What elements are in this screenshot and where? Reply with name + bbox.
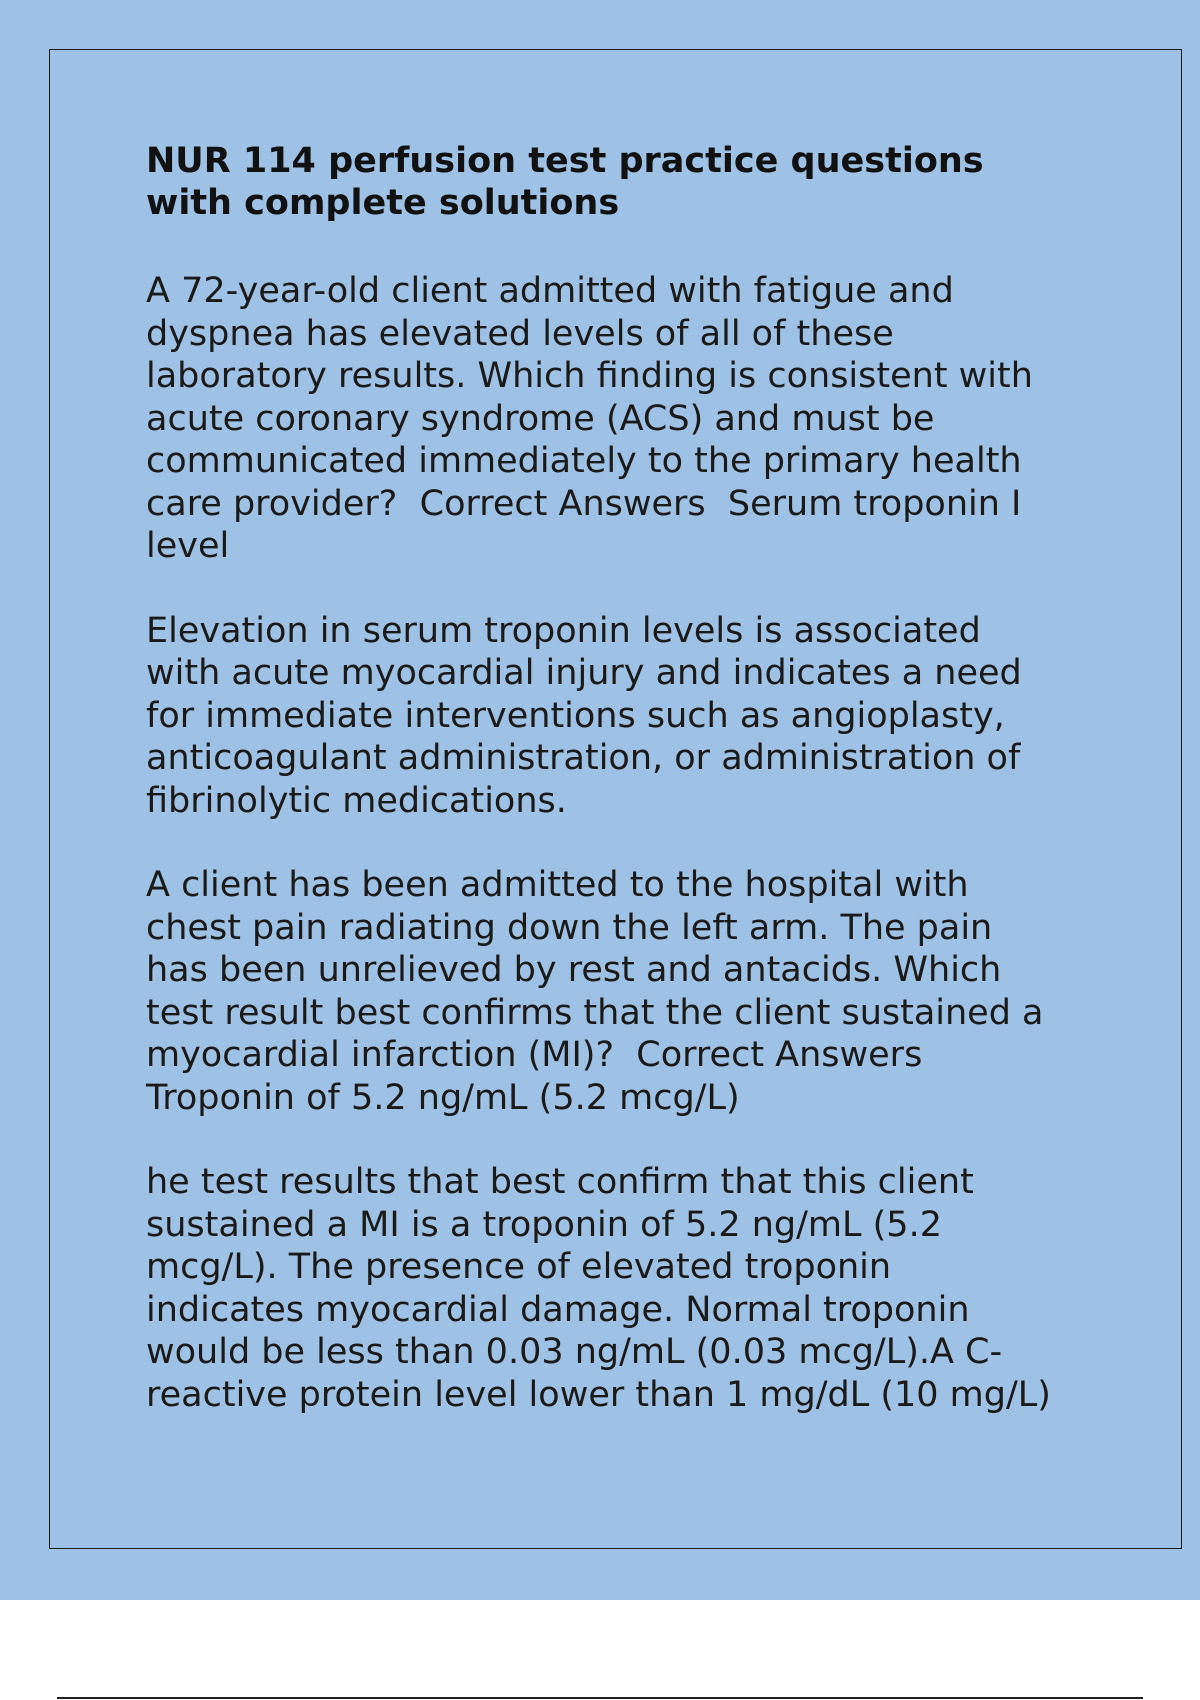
rationale-2-paragraph bbox=[146, 1161, 1096, 1416]
question-1-paragraph bbox=[146, 270, 1096, 568]
text-line: has been unrelieved by rest and antacids. Which bbox=[146, 950, 1002, 990]
text-line: Elevation in serum troponin levels is associated bbox=[146, 610, 981, 651]
text-line: A client has been admitted to the hospital with bbox=[146, 865, 969, 905]
bottom-divider bbox=[57, 1697, 1143, 1699]
text-line: acute coronary syndrome (ACS) and must be bbox=[146, 398, 935, 439]
text-line: care provider? Correct Answers Serum troponin I bbox=[146, 483, 1022, 524]
question-2-paragraph bbox=[146, 864, 1096, 1119]
text-line: myocardial infarction (MI)? Correct Answers bbox=[146, 1035, 923, 1075]
text-line: would be less than 0.03 ng/mL (0.03 mcg/L).A C- bbox=[146, 1332, 1003, 1372]
text-line: he test results that best confirm that this client bbox=[146, 1162, 974, 1202]
text-line: level bbox=[146, 526, 230, 566]
text-line: sustained a MI is a troponin of 5.2 ng/mL (5.2 bbox=[146, 1204, 942, 1245]
text-line: reactive protein level lower than 1 mg/dL (10 mg/L) bbox=[146, 1374, 1051, 1415]
text-line: fibrinolytic medications. bbox=[146, 780, 567, 821]
text-line: dyspnea has elevated levels of all of these bbox=[146, 313, 894, 354]
rationale-1-paragraph bbox=[146, 610, 1096, 823]
title-line: with complete solutions bbox=[146, 183, 620, 223]
text-line: A 72-year-old client admitted with fatigue and bbox=[146, 271, 954, 311]
text-line: Troponin of 5.2 ng/mL (5.2 mcg/L) bbox=[146, 1077, 740, 1118]
text-line: with acute myocardial injury and indicates a need bbox=[146, 653, 1022, 693]
text-line: test result best confirms that the client sustained a bbox=[146, 992, 1044, 1033]
document-title bbox=[146, 140, 1096, 224]
document-content bbox=[146, 140, 1096, 1458]
title-line: NUR 114 perfusion test practice questions bbox=[146, 141, 984, 181]
text-line: for immediate interventions such as angioplasty, bbox=[146, 695, 1005, 736]
text-line: mcg/L). The presence of elevated troponin bbox=[146, 1247, 892, 1287]
text-line: communicated immediately to the primary health bbox=[146, 441, 1022, 481]
text-line: laboratory results. Which finding is consistent with bbox=[146, 356, 1033, 396]
text-line: indicates myocardial damage. Normal troponin bbox=[146, 1289, 970, 1330]
text-line: chest pain radiating down the left arm. The pain bbox=[146, 907, 993, 948]
text-line: anticoagulant administration, or administration of bbox=[146, 738, 1021, 778]
